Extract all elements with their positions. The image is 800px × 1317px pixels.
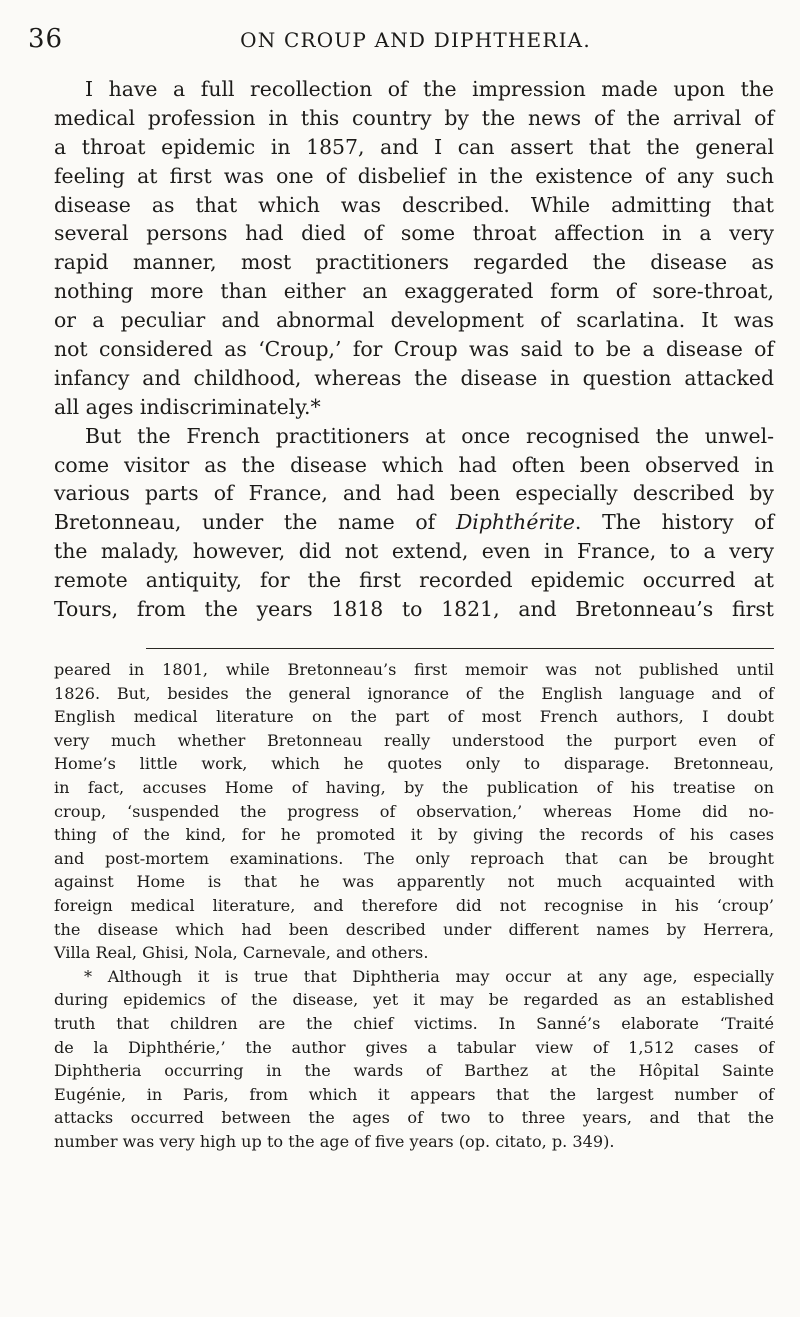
text-line: disease as that which was described. While admitting that: [54, 192, 774, 217]
text-line: Tours, from the years 1818 to 1821, and Bretonneau’s first: [54, 597, 774, 622]
text-line: feeling at first was one of disbelief in the existence of any such: [54, 163, 774, 188]
text-line: rapid manner, most practitioners regarded the disease as: [54, 250, 774, 275]
text-line: come visitor as the disease which had often been observed in: [54, 452, 774, 477]
page-number: 36: [28, 24, 64, 54]
text-line: several persons had died of some throat affection in a very: [54, 221, 774, 246]
footnotes: [54, 658, 774, 1153]
text-line: Bretonneau, under the name of Diphthérite. The history of: [54, 510, 774, 535]
text-line: nothing more than either an exaggerated form of sore-throat,: [54, 279, 774, 304]
text-line: a throat epidemic in 1857, and I can assert that the general: [54, 134, 774, 159]
footnote-line: Home’s little work, which he quotes only to disparage. Bretonneau,: [54, 754, 774, 774]
footnote-line: Villa Real, Ghisi, Nola, Carnevale, and others.: [54, 943, 429, 963]
footnote-line: 1826. But, besides the general ignorance of the English language and of: [54, 683, 774, 703]
footnote-line: thing of the kind, for he promoted it by giving the records of his cases: [54, 825, 774, 845]
footnote-line: croup, ‘suspended the progress of observation,’ whereas Home did no-: [54, 801, 774, 821]
text-line: the malady, however, did not extend, even in France, to a very: [54, 539, 774, 564]
text-line: all ages indiscriminately.*: [54, 394, 321, 419]
footnote-line: and post-mortem examinations. The only reproach that can be brought: [54, 848, 774, 868]
main-text: [54, 75, 774, 624]
footnote-line: Eugénie, in Paris, from which it appears that the largest number of: [54, 1084, 774, 1104]
footnote-line: peared in 1801, while Bretonneau’s first memoir was not published until: [54, 660, 774, 679]
text-line: not considered as ‘Croup,’ for Croup was said to be a disease of: [54, 337, 774, 362]
text-line: medical profession in this country by the news of the arrival of: [54, 105, 774, 130]
text-line: remote antiquity, for the first recorded epidemic occurred at: [54, 568, 774, 593]
footnote-line: foreign medical literature, and therefore did not recognise in his ‘croup’: [54, 895, 774, 915]
footnote-line: number was very high up to the age of five years (op. citato, p. 349).: [54, 1131, 615, 1151]
text-line: infancy and childhood, whereas the disease in question attacked: [54, 365, 774, 390]
text-line: But the French practitioners at once recognised the unwel-: [85, 423, 774, 448]
footnote-line: in fact, accuses Home of having, by the publication of his treatise on: [54, 777, 774, 797]
italic-term: Diphthérite: [455, 510, 575, 535]
footnote-line: attacks occurred between the ages of two to three years, and that the: [54, 1108, 774, 1128]
running-head: ON CROUP AND DIPHTHERIA.: [240, 28, 591, 52]
footnote-line: against Home is that he was apparently not much acquainted with: [54, 872, 774, 892]
text-line: I have a full recollection of the impression made upon the: [85, 77, 774, 101]
footnote-line: the disease which had been described under different names by Herrera,: [54, 919, 774, 939]
footnote-line: Diphtheria occurring in the wards of Barthez at the Hôpital Sainte: [54, 1061, 774, 1081]
text-line: or a peculiar and abnormal development of scarlatina. It was: [54, 308, 774, 333]
page-header: [28, 22, 773, 56]
footnote-line: during epidemics of the disease, yet it may be regarded as an established: [54, 990, 774, 1010]
footnote-line: truth that children are the chief victims. In Sanné’s elaborate ‘Traité: [54, 1013, 774, 1033]
footnote-line: English medical literature on the part of most French authors, I doubt: [54, 707, 774, 727]
footnote-line: very much whether Bretonneau really understood the purport even of: [54, 730, 774, 750]
footnote-line: * Although it is true that Diphtheria may occur at any age, especially: [84, 966, 774, 986]
text-line: various parts of France, and had been especially described by: [54, 481, 774, 506]
footnote-line: de la Diphthérie,’ the author gives a tabular view of 1,512 cases of: [54, 1037, 774, 1057]
footnote-divider: [146, 648, 774, 649]
